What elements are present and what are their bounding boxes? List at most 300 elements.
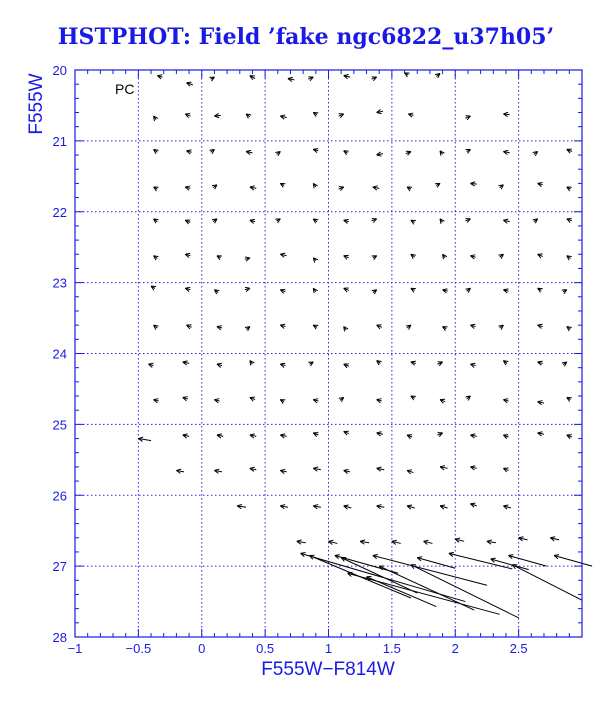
error-vector bbox=[297, 540, 306, 544]
vector-head bbox=[411, 361, 416, 362]
error-vector bbox=[440, 219, 444, 224]
vector-head bbox=[503, 399, 508, 400]
vector-head bbox=[519, 537, 524, 538]
vector-head bbox=[246, 150, 251, 151]
error-vector bbox=[237, 504, 246, 508]
error-vector bbox=[154, 219, 159, 223]
error-vector bbox=[377, 467, 385, 471]
vector-head bbox=[377, 505, 382, 506]
error-vector bbox=[154, 149, 159, 153]
error-vector bbox=[329, 540, 338, 544]
x-tick-label: 1 bbox=[324, 641, 333, 656]
vector-head bbox=[491, 558, 496, 559]
vector-head bbox=[360, 540, 365, 541]
error-vector bbox=[313, 505, 321, 509]
error-vector bbox=[245, 327, 250, 331]
error-vector bbox=[377, 361, 382, 365]
error-vector bbox=[512, 565, 582, 600]
error-vector bbox=[503, 289, 508, 293]
error-vector bbox=[210, 149, 215, 153]
y-tick-label: 20 bbox=[52, 63, 67, 78]
vector-head bbox=[554, 555, 559, 556]
vector-head bbox=[538, 183, 543, 184]
error-vector bbox=[550, 537, 559, 541]
vector-head bbox=[214, 469, 219, 470]
vector-head bbox=[288, 77, 293, 78]
error-vector bbox=[407, 187, 412, 191]
vector-head bbox=[217, 326, 222, 327]
vector-head bbox=[280, 469, 285, 470]
vector-head bbox=[280, 324, 285, 325]
error-vector bbox=[149, 363, 154, 367]
grid bbox=[75, 70, 582, 637]
error-vector bbox=[360, 540, 369, 544]
error-vector bbox=[344, 255, 349, 259]
vector-head bbox=[487, 540, 492, 541]
error-vector bbox=[562, 362, 567, 366]
error-vector bbox=[183, 397, 188, 401]
error-vector bbox=[214, 469, 222, 473]
error-vector bbox=[503, 361, 508, 365]
vector-head bbox=[470, 255, 475, 256]
vector-head bbox=[408, 113, 413, 114]
vector-head bbox=[217, 434, 222, 435]
vector-head bbox=[149, 363, 154, 364]
error-vector bbox=[214, 113, 220, 117]
error-vector bbox=[438, 362, 443, 366]
error-vector bbox=[341, 558, 417, 594]
vector-head bbox=[157, 75, 162, 76]
vector-head bbox=[280, 253, 285, 254]
error-vector bbox=[157, 75, 162, 79]
error-vector bbox=[214, 399, 219, 403]
vector-head bbox=[377, 155, 382, 156]
error-vector bbox=[176, 469, 184, 473]
error-vector bbox=[470, 182, 476, 186]
error-vector bbox=[407, 505, 415, 509]
vector-head bbox=[424, 540, 429, 541]
vector-head bbox=[392, 540, 397, 541]
vector-head bbox=[187, 150, 192, 151]
error-vector bbox=[154, 325, 159, 329]
error-vector bbox=[411, 565, 519, 618]
error-vector bbox=[187, 82, 193, 86]
error-vector bbox=[313, 288, 317, 293]
error-vector bbox=[408, 113, 413, 117]
vector-head bbox=[470, 182, 475, 184]
vector-head bbox=[344, 469, 349, 470]
error-vector bbox=[275, 152, 280, 156]
error-vector bbox=[344, 505, 352, 509]
error-vector bbox=[183, 434, 189, 438]
vector-shaft bbox=[512, 565, 582, 600]
error-vector bbox=[411, 220, 416, 224]
error-vector bbox=[373, 186, 379, 190]
vector-head bbox=[377, 432, 382, 433]
error-vector bbox=[250, 397, 255, 401]
error-vector bbox=[250, 76, 255, 80]
error-vector bbox=[411, 396, 416, 400]
error-vector bbox=[154, 116, 158, 121]
vector-head bbox=[503, 112, 508, 114]
vector-shaft bbox=[367, 577, 437, 607]
vector-head bbox=[538, 401, 543, 402]
vector-head bbox=[440, 505, 445, 506]
error-vector bbox=[280, 469, 286, 473]
error-vector bbox=[138, 437, 151, 441]
error-vector bbox=[372, 219, 377, 223]
vector-head bbox=[245, 257, 250, 258]
vector-head bbox=[538, 324, 543, 325]
error-vector bbox=[339, 397, 344, 401]
y-axis-title: F555W bbox=[26, 73, 47, 135]
error-vector bbox=[280, 289, 285, 293]
panel-label: PC bbox=[115, 81, 135, 97]
vector-head bbox=[503, 505, 508, 506]
vector-head bbox=[245, 287, 250, 288]
x-tick-label: 0 bbox=[198, 641, 206, 656]
error-vector bbox=[288, 77, 294, 81]
error-vector bbox=[154, 187, 159, 191]
error-vector bbox=[154, 399, 159, 403]
error-vector bbox=[250, 434, 256, 438]
error-vector bbox=[503, 150, 509, 154]
error-vector bbox=[280, 115, 286, 119]
vector-head bbox=[455, 538, 460, 539]
error-vector bbox=[217, 363, 222, 367]
error-vector bbox=[503, 399, 508, 403]
error-vector bbox=[313, 325, 318, 329]
vector-head bbox=[313, 148, 318, 149]
error-vector bbox=[214, 290, 219, 294]
error-vector bbox=[443, 327, 448, 331]
error-vector bbox=[503, 112, 509, 116]
error-vector bbox=[344, 151, 349, 155]
error-vector bbox=[185, 253, 190, 257]
vector-head bbox=[335, 555, 340, 556]
chart-title: HSTPHOT: Field ’fake ngc6822_u37h05’ bbox=[57, 24, 555, 50]
vector-head bbox=[538, 361, 543, 362]
error-vector bbox=[245, 287, 250, 291]
error-vector bbox=[470, 466, 476, 470]
vector-head bbox=[185, 287, 190, 288]
vector-head bbox=[183, 397, 188, 398]
y-tick-label: 26 bbox=[52, 488, 67, 504]
vector-head bbox=[538, 432, 543, 433]
vector-head bbox=[183, 361, 188, 362]
error-vector bbox=[313, 219, 318, 223]
x-tick-label: 1.5 bbox=[382, 641, 401, 656]
x-tick-label: −0.5 bbox=[125, 641, 152, 656]
vector-head bbox=[407, 470, 412, 471]
y-tick-label: 22 bbox=[52, 204, 67, 220]
error-vector bbox=[499, 325, 504, 329]
vector-head bbox=[329, 540, 334, 541]
error-vector bbox=[377, 505, 385, 509]
vector-head bbox=[297, 540, 302, 541]
error-vector bbox=[377, 109, 383, 113]
error-vector bbox=[344, 219, 349, 223]
vector-head bbox=[550, 537, 555, 538]
error-vector bbox=[424, 540, 433, 544]
error-vector bbox=[406, 151, 411, 155]
error-vector bbox=[344, 431, 349, 435]
error-vector bbox=[313, 148, 318, 152]
x-axis-title: F555W−F814W bbox=[261, 659, 395, 680]
error-vector bbox=[313, 433, 318, 437]
error-vector bbox=[519, 537, 528, 541]
error-vector bbox=[455, 538, 464, 542]
vector-head bbox=[470, 324, 475, 325]
vector-head bbox=[377, 399, 382, 400]
vector-head bbox=[185, 253, 190, 254]
error-vector bbox=[567, 219, 572, 223]
error-vector bbox=[392, 540, 401, 544]
error-vector bbox=[465, 149, 470, 153]
error-vector bbox=[313, 467, 321, 471]
error-vector bbox=[407, 435, 412, 439]
error-vector bbox=[470, 363, 475, 367]
error-vector bbox=[466, 288, 471, 292]
vector-head bbox=[217, 363, 222, 364]
error-vector bbox=[185, 186, 190, 190]
x-tick-label: 2.5 bbox=[509, 641, 528, 656]
error-vector bbox=[344, 75, 350, 79]
error-vector bbox=[246, 114, 251, 118]
error-vector bbox=[443, 289, 448, 293]
error-vector bbox=[212, 185, 217, 189]
error-vector bbox=[313, 399, 318, 403]
error-vector bbox=[499, 185, 504, 189]
error-vector bbox=[538, 183, 543, 187]
vector-head bbox=[440, 466, 445, 467]
error-vector bbox=[538, 432, 544, 436]
error-vector bbox=[308, 362, 313, 366]
error-vector bbox=[339, 114, 344, 118]
error-vector bbox=[538, 254, 543, 258]
x-tick-label: 0.5 bbox=[256, 641, 275, 656]
error-vector bbox=[533, 152, 538, 156]
vector-head bbox=[280, 505, 285, 506]
error-vector bbox=[567, 397, 572, 401]
error-vector bbox=[250, 467, 256, 471]
error-vector bbox=[183, 361, 189, 365]
error-vector bbox=[440, 151, 444, 156]
error-vector bbox=[470, 434, 476, 438]
error-vector bbox=[151, 286, 156, 290]
vector-shaft bbox=[554, 555, 592, 566]
error-vector bbox=[377, 399, 382, 403]
vector-head bbox=[187, 82, 192, 83]
error-vector bbox=[503, 435, 508, 439]
error-vector bbox=[313, 113, 318, 117]
error-vector bbox=[217, 256, 222, 260]
error-vector bbox=[246, 150, 252, 154]
error-vector bbox=[372, 256, 377, 260]
vector-head bbox=[449, 552, 454, 553]
error-vector bbox=[503, 468, 508, 472]
vector-head bbox=[280, 115, 285, 116]
y-tick-label: 21 bbox=[52, 133, 67, 149]
vector-shaft bbox=[449, 553, 512, 569]
error-vector bbox=[344, 364, 349, 368]
error-vector bbox=[377, 325, 382, 329]
error-vector bbox=[443, 254, 447, 259]
error-vector bbox=[487, 540, 496, 544]
vector-head bbox=[470, 503, 475, 504]
vector-head bbox=[503, 150, 508, 151]
error-vector bbox=[440, 399, 445, 403]
error-vector bbox=[411, 288, 416, 292]
vector-head bbox=[250, 434, 255, 435]
vector-head bbox=[313, 505, 318, 506]
error-vector bbox=[470, 324, 475, 328]
error-vector bbox=[154, 256, 159, 260]
error-vector bbox=[405, 73, 410, 77]
vector-head bbox=[407, 505, 412, 506]
error-vector bbox=[308, 77, 313, 81]
vector-head bbox=[250, 467, 255, 468]
error-vector bbox=[438, 433, 443, 437]
error-vector bbox=[344, 469, 350, 473]
error-vector bbox=[313, 258, 318, 263]
error-vector bbox=[538, 401, 544, 405]
error-vector bbox=[187, 150, 192, 154]
error-vector bbox=[377, 432, 383, 436]
x-tick-label: 2 bbox=[451, 641, 459, 656]
error-vector bbox=[538, 324, 543, 328]
error-vector bbox=[538, 288, 543, 292]
error-vector bbox=[250, 219, 255, 223]
error-vector bbox=[367, 577, 437, 607]
error-vector bbox=[411, 361, 416, 365]
vector-head bbox=[503, 219, 508, 220]
vector-head bbox=[417, 557, 422, 558]
error-vector bbox=[250, 361, 254, 366]
vector-head bbox=[503, 289, 508, 290]
error-vector bbox=[185, 220, 190, 224]
vector-head bbox=[176, 469, 181, 470]
error-vector bbox=[280, 183, 285, 187]
vector-head bbox=[214, 116, 219, 118]
vector-head bbox=[470, 363, 475, 364]
error-vector bbox=[554, 555, 592, 567]
error-vector bbox=[275, 219, 280, 223]
error-vector bbox=[245, 257, 250, 261]
y-tick-label: 24 bbox=[52, 346, 67, 362]
error-vector bbox=[465, 116, 470, 120]
error-vectors bbox=[138, 73, 592, 618]
vector-shaft bbox=[417, 558, 455, 569]
vector-head bbox=[214, 399, 219, 400]
vector-head bbox=[313, 467, 318, 468]
error-vector bbox=[440, 505, 448, 509]
error-vector bbox=[411, 254, 416, 258]
vector-head bbox=[138, 437, 143, 438]
error-vector bbox=[212, 219, 217, 223]
error-vector bbox=[407, 470, 413, 474]
vector-head bbox=[443, 289, 448, 290]
error-vector bbox=[280, 253, 286, 257]
error-vector bbox=[406, 325, 411, 329]
error-vector bbox=[567, 149, 572, 153]
vector-head bbox=[250, 219, 255, 220]
vector-head bbox=[377, 113, 382, 114]
vector-head bbox=[344, 219, 349, 220]
error-vector bbox=[503, 219, 509, 223]
error-vector bbox=[567, 327, 572, 331]
error-vector bbox=[280, 505, 288, 509]
error-vector bbox=[562, 290, 567, 294]
vector-head bbox=[313, 399, 318, 400]
vector-shaft bbox=[411, 565, 519, 618]
error-vector bbox=[280, 324, 285, 328]
error-vector bbox=[185, 114, 190, 118]
vector-head bbox=[301, 553, 306, 554]
vector-head bbox=[344, 75, 349, 76]
error-vector bbox=[449, 552, 512, 569]
error-vector bbox=[280, 400, 285, 404]
error-vector bbox=[217, 326, 222, 330]
error-vector bbox=[185, 287, 190, 291]
error-vector bbox=[470, 255, 475, 259]
vector-head bbox=[154, 399, 159, 400]
error-vector bbox=[344, 327, 348, 332]
error-vector bbox=[466, 396, 471, 400]
vector-head bbox=[377, 467, 382, 468]
error-vector bbox=[567, 435, 572, 439]
vector-head bbox=[183, 434, 188, 435]
error-vector bbox=[217, 434, 223, 438]
error-vector bbox=[209, 77, 214, 81]
error-vector bbox=[372, 290, 377, 294]
error-vector bbox=[499, 254, 504, 258]
error-vector bbox=[440, 466, 448, 470]
error-vector bbox=[187, 325, 192, 329]
vector-head bbox=[508, 555, 513, 556]
vector-head bbox=[373, 555, 378, 556]
vector-shaft bbox=[341, 558, 417, 593]
y-tick-label: 25 bbox=[52, 417, 67, 433]
error-vector bbox=[465, 219, 470, 223]
error-vector bbox=[567, 256, 572, 260]
vector-head bbox=[185, 186, 190, 187]
error-vector bbox=[250, 186, 256, 190]
vector-head bbox=[470, 466, 475, 467]
vector-head bbox=[280, 363, 285, 364]
error-vector bbox=[435, 74, 440, 78]
vector-shaft bbox=[348, 573, 500, 614]
error-vector bbox=[435, 183, 440, 187]
error-vector bbox=[313, 183, 317, 188]
error-vector bbox=[503, 505, 511, 509]
vector-head bbox=[344, 505, 349, 506]
error-vector bbox=[538, 361, 543, 365]
vector-head bbox=[237, 504, 242, 505]
error-vector bbox=[280, 363, 285, 367]
error-vector bbox=[377, 152, 383, 156]
vector-head bbox=[280, 434, 285, 435]
vector-head bbox=[373, 186, 378, 187]
y-tick-label: 28 bbox=[52, 630, 67, 645]
error-vector bbox=[339, 187, 344, 191]
y-tick-label: 27 bbox=[52, 559, 67, 575]
x-tick-label: −1 bbox=[67, 641, 83, 656]
y-tick-label: 23 bbox=[52, 275, 67, 291]
vector-head bbox=[250, 186, 255, 187]
error-vector bbox=[567, 187, 572, 191]
error-vector bbox=[470, 503, 476, 507]
